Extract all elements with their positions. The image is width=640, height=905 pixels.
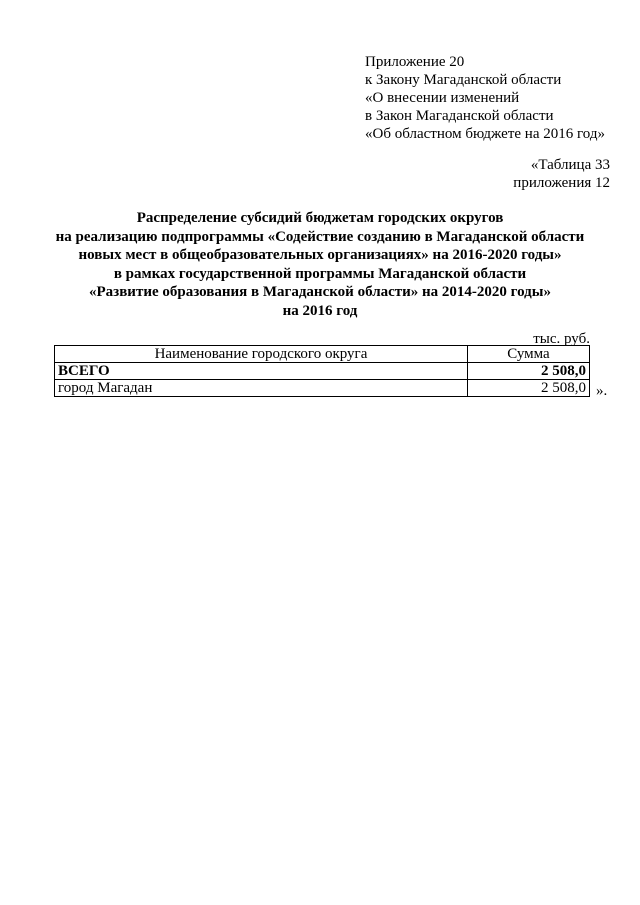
document-title <box>20 209 620 320</box>
appendix-line: «О внесении изменений <box>365 90 520 106</box>
row-sum: 2 508,0 <box>467 363 589 380</box>
title-line: «Развитие образования в Магаданской области» на 2014-2020 годы» <box>89 284 551 300</box>
subsidy-table <box>54 345 590 397</box>
title-line: в рамках государственной программы Магаданской области <box>113 265 527 282</box>
table-row <box>55 363 590 380</box>
title-line: на 2016 год <box>282 302 358 319</box>
table-header-row <box>55 346 590 363</box>
row-sum: 2 508,0 <box>467 380 589 397</box>
appendix-line: к Закону Магаданской области <box>365 72 562 88</box>
table-reference-line: приложения 12 <box>513 175 610 191</box>
title-line: Распределение субсидий бюджетам городских округов <box>136 210 504 226</box>
row-name: город Магадан <box>55 380 468 397</box>
table-reference <box>513 156 610 192</box>
appendix-line: «Об областном бюджете на 2016 год» <box>365 126 605 142</box>
appendix-line: в Закон Магаданской области <box>365 108 554 124</box>
title-line: на реализацию подпрограммы «Содействие созданию в Магаданской области <box>55 228 585 245</box>
row-name: ВСЕГО <box>55 363 468 380</box>
closing-mark: ». <box>596 383 608 399</box>
header-name: Наименование городского округа <box>55 346 468 363</box>
table-row <box>55 380 590 397</box>
table-reference-line: «Таблица 33 <box>530 157 610 173</box>
title-line: новых мест в общеобразовательных организациях» на 2016-2020 годы» <box>78 247 562 263</box>
header-sum: Сумма <box>467 346 589 363</box>
appendix-line: Приложение 20 <box>365 54 465 70</box>
units-label: тыс. руб. <box>533 331 590 347</box>
appendix-header <box>365 53 635 143</box>
